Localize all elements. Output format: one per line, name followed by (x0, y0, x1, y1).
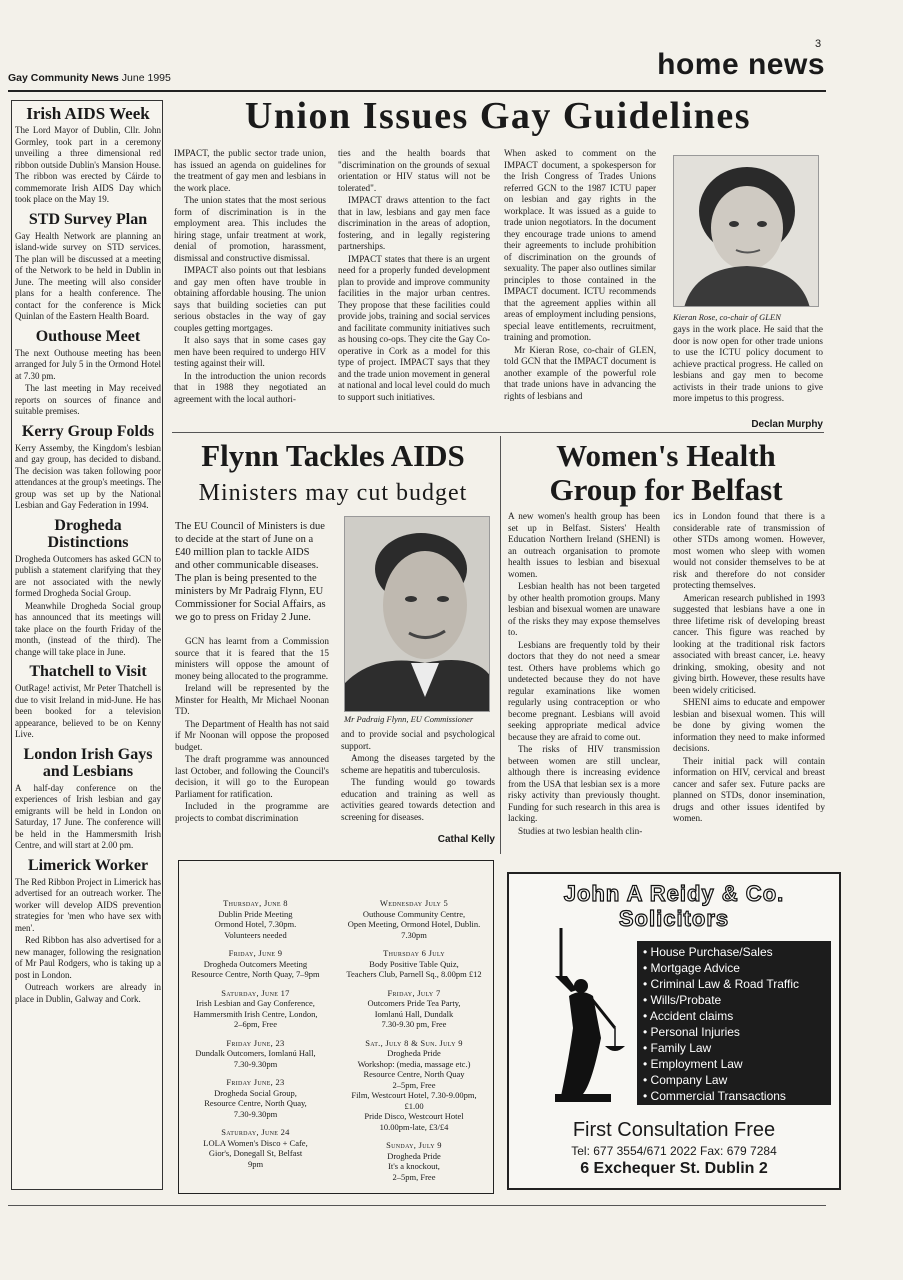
event-detail: Dundalk Outcomers, Iomlanú Hall, (195, 1048, 316, 1058)
advert-service-item (643, 1024, 825, 1040)
event-detail: LOLA Women's Disco + Cafe, (203, 1137, 308, 1148)
solicitors-advert (507, 872, 841, 1190)
flynn-intro: The EU Council of Ministers is due to decide at the start of June on a £40 million plan to tackle AIDS and other communicable diseases. The plan is being presented to the ministers by Mr Padraig Flynn, EU Commissioner for Social Affairs, as we go to press on Friday 2 June. (175, 521, 326, 623)
sidebar-paragraph: The Red Ribbon Project in Limerick has advertised for an outreach worker. The worker will develop AIDS prevention strategies for 'men who have sex with men'. (15, 876, 161, 933)
flynn-paragraph: The draft programme was announced last October, and following the Council's decision, it will go to the European Parliament for ratification. (175, 754, 329, 799)
flynn-byline: Cathal Kelly (437, 834, 495, 845)
womens-paragraph: The risks of HIV transmission between women are still unclear, although there is increasing evidence from the USA that lesbian sex is a more risky activity than previously thought. Funding for such research in this area is lacking. (508, 744, 660, 823)
lead-paragraph: gays in the work place. He said that the door is now open for other trade unions to use the ICTU policy document to achieve practical progress. He called on lesbians and gay men to become activists in their trade unions to give more impetus to this progress. (673, 324, 823, 403)
event-detail: Outcomers Pride Tea Party, (367, 998, 461, 1008)
event-item (338, 1038, 490, 1133)
advert-service-label: Accident claims (649, 1009, 734, 1023)
advert-service-item (643, 944, 825, 960)
kieran-rose-caption: Kieran Rose, co-chair of GLEN (673, 312, 781, 322)
womens-paragraph: Studies at two lesbian health clin- (518, 825, 643, 836)
bullet-icon: • (643, 961, 651, 975)
womens-paragraph: A new women's health group has been set up in Belfast. Sisters' Health Education Northern Ireland (SHENI) is an outreach organisation to promote health issues to lesbian and bisexual women. (508, 511, 660, 579)
event-date: Saturday, June 17 (221, 987, 290, 998)
sidebar-paragraph: Meanwhile Drogheda Social group has announced that its meetings will take place on the fourth Friday of the month, (instead of the third). The change will take place in June. (15, 600, 161, 657)
advert-service-item (643, 1056, 825, 1072)
advert-service-item (643, 1088, 825, 1104)
sidebar-paragraph: Kerry Assemby, the Kingdom's lesbian and gay group, has decided to disband. The decision was taken following poor attendances at the group's meetings. The group was set up by the National Lesbian and Gay Federation in 1994. (15, 442, 161, 510)
bullet-icon: • (643, 945, 651, 959)
advert-service-label: Criminal Law & Road Traffic (650, 977, 800, 991)
womens-headline-line-2: Group for Belfast (549, 472, 783, 507)
flynn-paragraph: Included in the programme are projects to combat discrimination (175, 801, 329, 823)
event-item (183, 988, 328, 1030)
lead-headline: Union Issues Gay Guidelines (244, 95, 752, 137)
sidebar-paragraph: Drogheda Outcomers has asked GCN to publish a statement clarifying that they are not associated with the newly formed Drogheda Social Group. (15, 553, 161, 598)
bullet-icon: • (643, 993, 651, 1007)
lead-column-2 (338, 148, 490, 404)
event-detail: Volunteers needed (224, 929, 287, 940)
bullet-icon: • (643, 977, 651, 991)
bullet-icon: • (643, 1073, 651, 1087)
womens-column-1 (508, 511, 660, 838)
lead-column-4 (673, 324, 823, 406)
event-detail: 7.30pm (401, 929, 427, 940)
lead-paragraph: It also says that in some cases gay men have been required to undergo HIV testing against their will. (174, 335, 326, 368)
event-detail: Resource Centre, North Quay, 7–9pm (191, 969, 320, 979)
event-item (338, 948, 490, 980)
bottom-rule (8, 1205, 826, 1206)
advert-service-item (643, 960, 825, 976)
flynn-column-1 (175, 636, 329, 825)
lead-paragraph: The union states that the most serious form of discrimination is in the employment area. This includes the hiring stage, unfair treatment at work, denial of promotion, harassment, dismissal and constructive dismissal. (174, 195, 326, 263)
flynn-subheadline: Ministers may cut budget (198, 480, 468, 506)
womens-headline-line-1: Women's Health (556, 438, 776, 473)
event-detail: 2–6pm, Free (234, 1019, 277, 1029)
kieran-rose-photo (673, 155, 819, 307)
event-detail: 7.30-9.30pm (233, 1108, 278, 1119)
bullet-icon: • (643, 1025, 651, 1039)
event-date: Sunday, July 9 (386, 1140, 442, 1150)
event-item (338, 988, 490, 1030)
event-detail: Outhouse Community Centre, (362, 908, 466, 919)
event-item (338, 898, 490, 940)
flynn-headline: Flynn Tackles AIDS (201, 438, 465, 473)
event-detail: 2–5pm, Free (392, 1079, 436, 1090)
event-date: Thursday, June 8 (223, 898, 288, 908)
page-number: 3 (815, 38, 822, 50)
advert-services-list (637, 941, 831, 1105)
advert-service-label: Family Law (650, 1041, 712, 1055)
womens-paragraph: American research published in 1993 suggested that lesbians have a one in three lifetime risk of developing breast cancer. This figure was reached by looking at the traditional risk factors associated with breast cancer, i.e. heavy drinking, smoking, obesity and not giving birth. However, these results have been widely criticised. (673, 592, 825, 695)
event-detail: Resource Centre, North Quay (363, 1069, 465, 1079)
event-item (338, 1140, 490, 1182)
event-detail: Irish Lesbian and Gay Conference, (196, 998, 315, 1008)
sidebar-headline: Outhouse Meet (35, 327, 141, 345)
lead-paragraph: In the introduction the union records that in 1988 they negotiated an agreement with the local authori- (174, 370, 326, 404)
sidebar-paragraph: OutRage! activist, Mr Peter Thatchell is due to visit Ireland in mid-June. He has been booked for a television appearance, believed to be on Kenny Live. (15, 683, 161, 739)
event-item (183, 948, 328, 980)
event-detail: It's a knockout, (388, 1161, 440, 1171)
event-detail: Ormond Hotel, 7.30pm. (214, 919, 297, 929)
padraig-flynn-photo (344, 516, 490, 712)
publication-line (8, 72, 171, 84)
sidebar-paragraph: The last meeting in May received reports on sources of finance and suitable premises. (15, 383, 161, 416)
advert-contact: Tel: 677 3554/671 2022 Fax: 679 7284 (571, 1144, 777, 1158)
lead-paragraph: IMPACT draws attention to the fact that in law, lesbians and gay men face discrimination in the areas of adoption, fostering, and in legally registering partnerships. (338, 195, 490, 251)
issue-date: June 1995 (121, 72, 171, 84)
event-detail: Iomlanú Hall, Dundalk (374, 1008, 454, 1019)
lead-paragraph: When asked to comment on the IMPACT document, a spokesperson for the Irish Congress of Trades Unions referred GCN to the 1987 ICTU paper on lesbian and gay rights in the workplace. It was issued as a guide to trade union negotiators. In the document they encourage trade unions to amend their agreements to include prohibition of discrimination on the grounds of sexuality. The paper also outlines similar principles to those contained in the IMPACT document. ICTU recommends that the agreement applies within all areas of employment including pensions, special leave entitlements, recruitment, training and promotion. (504, 148, 656, 342)
event-detail: Film, Westcourt Hotel, 7.30-9.00pm, (351, 1090, 477, 1100)
portrait-image (674, 156, 819, 307)
advert-service-label: House Purchase/Sales (650, 945, 773, 959)
sidebar-paragraph: Gay Health Network are planning an island-wide survey on STD services. The plan will be discussed at a meeting of the Network to be held in Dublin in June. The meeting will also consider plans for a health conference. The contact for the conference is Mick Quinlan of the Eastern Health Board. (15, 230, 161, 321)
sidebar-headline: Irish AIDS Week (26, 104, 150, 123)
event-date: Friday June, 23 (226, 1077, 285, 1087)
event-detail: Workshop: (media, massage etc.) (357, 1058, 471, 1069)
event-detail: 7.30-9.30 pm, Free (381, 1019, 447, 1029)
event-detail: Hammersmith Irish Centre, London, (193, 1008, 318, 1019)
advert-title: John A Reidy & Co. (563, 881, 785, 906)
event-detail: Drogheda Pride (387, 1048, 441, 1058)
advert-service-item (643, 1008, 825, 1024)
flynn-paragraph: Ireland will be represented by the Minster for Health, Mr Michael Noonan TD. (175, 683, 329, 716)
flynn-paragraph: The Department of Health has not said if Mr Noonan will oppose the proposed budget. (175, 718, 329, 752)
news-sidebar (15, 100, 161, 1006)
justice-statue-icon (531, 928, 631, 1103)
sidebar-headline: STD Survey Plan (28, 210, 148, 228)
flynn-paragraph: and to provide social and psychological support. (341, 729, 495, 751)
flynn-column-2 (341, 729, 495, 824)
event-detail: Drogheda Outcomers Meeting (203, 958, 308, 969)
lead-paragraph: IMPACT, the public sector trade union, has issued an agenda on guidelines for the treatment of gay men and lesbians in the work place. (174, 148, 326, 193)
section-title: home news (657, 48, 825, 81)
events-column-right (338, 898, 490, 1190)
sidebar-paragraph: Outreach workers are already in place in Dublin, Galway and Cork. (15, 982, 161, 1004)
lead-paragraph: IMPACT states that there is an urgent need for a properly funded development plan to provide and improve community facilities in the major urban centres. They propose that these facilities could provide jobs, training and social services and facilitate community initiatives such as housing co-ops. They cite the Gay Co-operative in Cork as a model for this type of project. IMPACT says that they and the trade union movement in general at national and local level could do much to support such initiatives. (338, 253, 490, 402)
event-detail: Dublin Pride Meeting (218, 908, 293, 919)
event-detail: 2–5pm, Free (392, 1171, 436, 1182)
womens-column-2 (673, 511, 825, 826)
womens-paragraph: Lesbian health has not been targeted by other health promotion groups. Many lesbian and bisexual women are unaware of the risks they may expose themselves to. (508, 581, 660, 637)
event-date: Friday June, 23 (226, 1037, 285, 1048)
bullet-icon: • (643, 1009, 650, 1023)
advert-service-item (643, 976, 825, 992)
event-item (183, 1077, 328, 1119)
bullet-icon: • (643, 1041, 651, 1055)
womens-paragraph: Their initial pack will contain information on HIV, cervical and breast cancer and safer sex. Future packs are planned on STDs, donor insemination, drugs and other issues identifed by women. (673, 755, 825, 823)
event-detail: Teachers Club, Parnell Sq., 8.00pm £12 (346, 969, 482, 979)
event-item (183, 1038, 328, 1070)
flynn-paragraph: The funding would go towards education and training as well as activities geared towards detection and screening for diseases. (341, 777, 495, 822)
advert-service-label: Mortgage Advice (650, 961, 740, 975)
sidebar-paragraph: A half-day conference on the experiences of Irish lesbian and gay emigrants will be held in London on Saturday, 17 June. The conference will be held in the Hammersmith Irish Centre, and will start at 2.00 pm. (15, 782, 161, 850)
lead-column-1 (174, 148, 326, 406)
top-rule (8, 90, 826, 92)
advert-service-item (643, 992, 825, 1008)
womens-paragraph: SHENI aims to educate and empower lesbian and bisexual women. This will be done by giving women the information they need to make informed decisions. (673, 697, 825, 753)
womens-paragraph: ics in London found that there is a considerable rate of transmission of other STDs among women. However, most women who sleep with women would not consider themselves to be at risk and therefore do not consider protecting themselves. (673, 511, 825, 590)
event-detail: £1.00 (404, 1100, 424, 1111)
advert-service-item (643, 1072, 825, 1088)
event-detail: Pride Disco, Westcourt Hotel (364, 1111, 464, 1121)
advert-service-label: Wills/Probate (650, 993, 722, 1007)
column-divider (500, 436, 501, 854)
lead-byline: Declan Murphy (751, 419, 823, 430)
event-detail: Gior's, Donegall St, Belfast (208, 1148, 303, 1158)
event-detail: Drogheda Social Group, (214, 1087, 297, 1098)
advert-consultation: First Consultation Free (572, 1119, 776, 1141)
event-item (183, 1127, 328, 1169)
event-date: Wednesday July 5 (379, 898, 449, 908)
event-date: Friday, July 7 (387, 987, 441, 998)
event-detail: Resource Centre, North Quay, (204, 1098, 307, 1108)
sidebar-headline: Limerick Worker (27, 856, 149, 874)
advert-service-item (643, 1040, 825, 1056)
advert-service-label: Commercial Transactions (650, 1089, 786, 1103)
event-detail: 9pm (247, 1158, 264, 1169)
event-detail: 10.00pm-late, £3/£4 (379, 1121, 449, 1132)
event-detail: Drogheda Pride (387, 1150, 441, 1161)
lead-paragraph: Mr Kieran Rose, co-chair of GLEN, told GCN that the IMPACT document is another example of the powerful role that trade unions have in advancing the rights of lesbians and (504, 344, 656, 401)
sidebar-paragraph: Red Ribbon has also advertised for a new manager, following the resignation of Mr Paul Rodgers, who is taking up a post in London. (15, 935, 161, 980)
advert-service-label: Employment Law (650, 1057, 743, 1071)
section-divider (172, 432, 824, 433)
lead-paragraph: ties and the health boards that "discrimination on the grounds of sexual orientation or HIV status will not be tolerated". (338, 148, 490, 193)
event-detail: Body Positive Table Quiz, (369, 958, 459, 969)
event-date: Saturday, June 24 (221, 1127, 290, 1137)
event-item (183, 898, 328, 940)
advert-service-label: Company Law (650, 1073, 728, 1087)
event-date: Thursday 6 July (383, 948, 445, 958)
sidebar-headline: Drogheda Distinctions (47, 516, 129, 551)
advert-service-label: Personal Injuries (650, 1025, 740, 1039)
sidebar-paragraph: The next Outhouse meeting has been arranged for July 5 in the Ormond Hotel at 7.30 pm. (15, 347, 161, 381)
sidebar-headline: London Irish Gays and Lesbians (23, 745, 153, 780)
lead-column-3 (504, 148, 656, 403)
womens-paragraph: Lesbians are frequently told by their doctors that they do not need a smear test. Others have problems which go undetected because they do not have regular examinations like women regularly using contraception or who become pregnant. Lesbians will avoid seeking appropriate medical advice because they are afraid to come out. (508, 639, 660, 742)
flynn-paragraph: GCN has learnt from a Commission source that it is feared that the 15 ministers will oppose the amount of money being allocated to the programme. (175, 636, 329, 681)
lead-paragraph: IMPACT also points out that lesbians and gay men often have trouble in obtaining affordable housing. The union says that building societies can put serious obstacles in the way of gay couples getting mortgages. (174, 265, 326, 333)
publication-name: Gay Community News (8, 72, 119, 84)
sidebar-paragraph: The Lord Mayor of Dublin, Cllr. John Gormley, took part in a ceremony unveiling a three dimensional red ribbon outside Dublin's Mansion House. The ribbon was erected by Cáirde to commemorate Irish AIDS Day which took place on the May 19. (15, 125, 161, 204)
event-date: Sat., July 8 & Sun. July 9 (365, 1037, 463, 1048)
event-detail: Open Meeting, Ormond Hotel, Dublin. (347, 919, 481, 929)
advert-address: 6 Exchequer St. Dublin 2 (580, 1160, 768, 1177)
events-column-left (183, 898, 328, 1177)
advert-subtitle: Solicitors (618, 906, 730, 931)
flynn-photo-caption: Mr Padraig Flynn, EU Commissioner (344, 714, 474, 724)
flynn-paragraph: Among the diseases targeted by the scheme are hepatitis and tuberculosis. (341, 753, 495, 775)
bullet-icon: • (643, 1057, 651, 1071)
sidebar-headline: Kerry Group Folds (21, 422, 155, 440)
sidebar-headline: Thatchell to Visit (29, 663, 147, 680)
event-detail: 7.30-9.30pm (233, 1058, 278, 1069)
event-date: Friday, June 9 (228, 948, 283, 958)
portrait-image (345, 517, 490, 712)
bullet-icon: • (643, 1089, 651, 1103)
